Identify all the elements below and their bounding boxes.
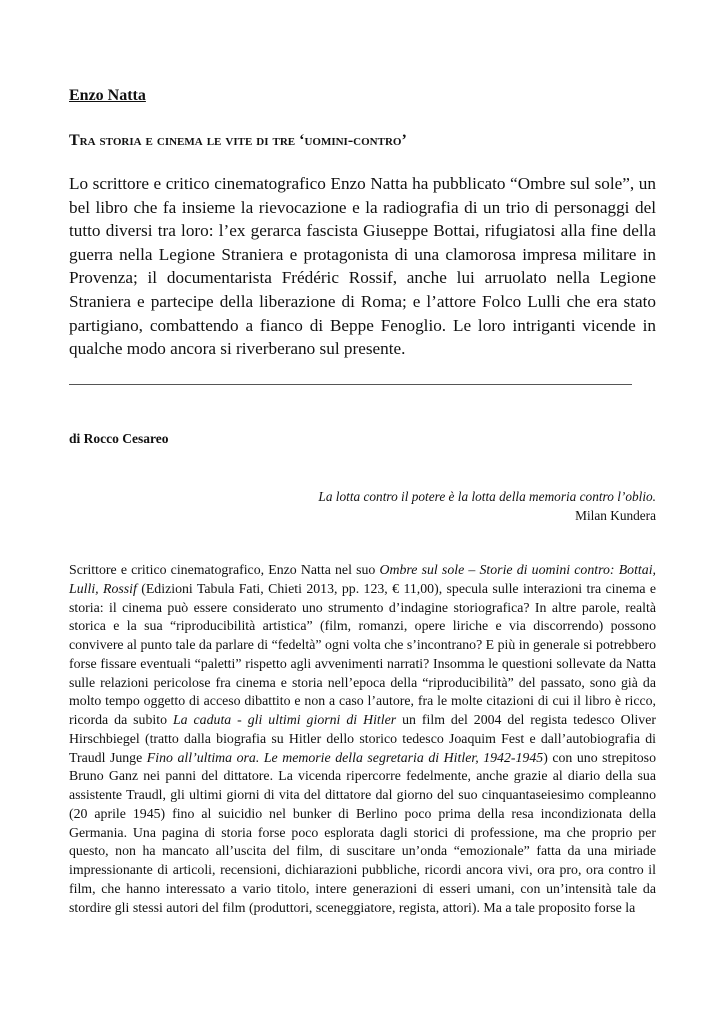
film-title: La caduta - gli ultimi giorni di Hitler: [172, 712, 397, 727]
body-text-segment: (Edizioni Tabula Fati, Chieti 2013, pp. 123, € 11,00), specula sulle interazioni tra cinema e storia: il cinema può essere considerato uno strumento d’indagine storiografica? In altre parole, realtà storica e la sua “riproducibilità artistica” (film, romanzi, opere liriche e via discorrendo) possono convivere al punto tale da parlare di “fedeltà” ogni volta che s’incontrano? E più in generale si potrebbero forse fissare eventuali “paletti” rispetto agli avvenimenti narrati? Insomma le questioni sollevate da Natta sulle relazioni pericolose fra cinema e storia nell’epoca della “riproducibilità” del passato, sono già da molto tempo oggetto di acceso dibattito e non a caso l’autore, fra le molte citazioni di cui il libro è ricco, ricorda da subito: [69, 580, 657, 727]
body-paragraph: [69, 561, 656, 917]
body-text-segment: Scrittore e critico cinematografico, Enzo Natta nel suo: [69, 562, 380, 577]
article-author: Enzo Natta: [69, 87, 146, 104]
section-divider: [69, 384, 632, 385]
epigraph-quote: La lotta contro il potere è la lotta della memoria contro l’oblio.: [318, 489, 656, 504]
memoir-title: Fino all’ultima ora. Le memorie della segretaria di Hitler, 1942-1945: [146, 749, 544, 765]
article-abstract: Lo scrittore e critico cinematografico Enzo Natta ha pubblicato “Ombre sul sole”, un bel libro che fa insieme la rievocazione e la radiografia di un trio di personaggi del tutto diversi tra loro: l’ex gerarca fascista Giuseppe Bottai, rifugiatosi alla fine della guerra nella Legione Straniera e protagonista di una clamorosa impresa militare in Provenza; il documentarista Frédéric Rossif, anche lui arruolato nella Legione Straniera e partecipe della liberazione di Roma; e l’attore Folco Lulli che era stato partigiano, combattendo a fianco di Beppe Fenoglio. Le loro intriganti vicende in qualche modo ancora si riverberano sul presente.: [69, 174, 656, 359]
epigraph-attribution: Milan Kundera: [575, 508, 656, 523]
article-byline: di Rocco Cesareo: [69, 431, 169, 446]
book-title: Ombre sul sole – Storie di uomini contro: Bottai, Lulli, Rossif: [69, 562, 656, 596]
body-text-segment: ) con uno strepitoso Bruno Ganz nei panni del dittatore. La vicenda ripercorre fedelmente, anche grazie al diario della sua assistente Traudl, gli ultimi giorni di vita del dittatore dal giorno del suo cinquantaseiesimo compleanno (20 aprile 1945) fino al suicidio nel bunker di Berlino poco prima della resa incondizionata della Germania. Una pagina di storia forse poco esplorata dagli storici di professione, ma che proprio per questo, non ha mancato all’uscita del film, di suscitare un’onda “emozionale” fatta da una miriade impressionante di articoli, recensioni, dichiarazioni pubbliche, ricordi ancora vivi, ora pro, ora contro il film, che hanno interessato a vario titolo, intere generazioni di esseri umani, con un’intensità tale da stordire gli stessi autori del film (produttori, sceneggiatore, regista, attori). Ma a tale proposito forse la: [69, 749, 656, 915]
article-title: Tra storia e cinema le vite di tre ‘uomini-contro’: [69, 132, 407, 149]
body-text-segment: un film del 2004 del regista tedesco Oliver Hirschbiegel (tratto dalla biografia su Hitler dello storico tedesco Joaquim Fest e dall’autobiografia di Traudl Junge: [69, 712, 656, 765]
epigraph: [318, 487, 656, 525]
